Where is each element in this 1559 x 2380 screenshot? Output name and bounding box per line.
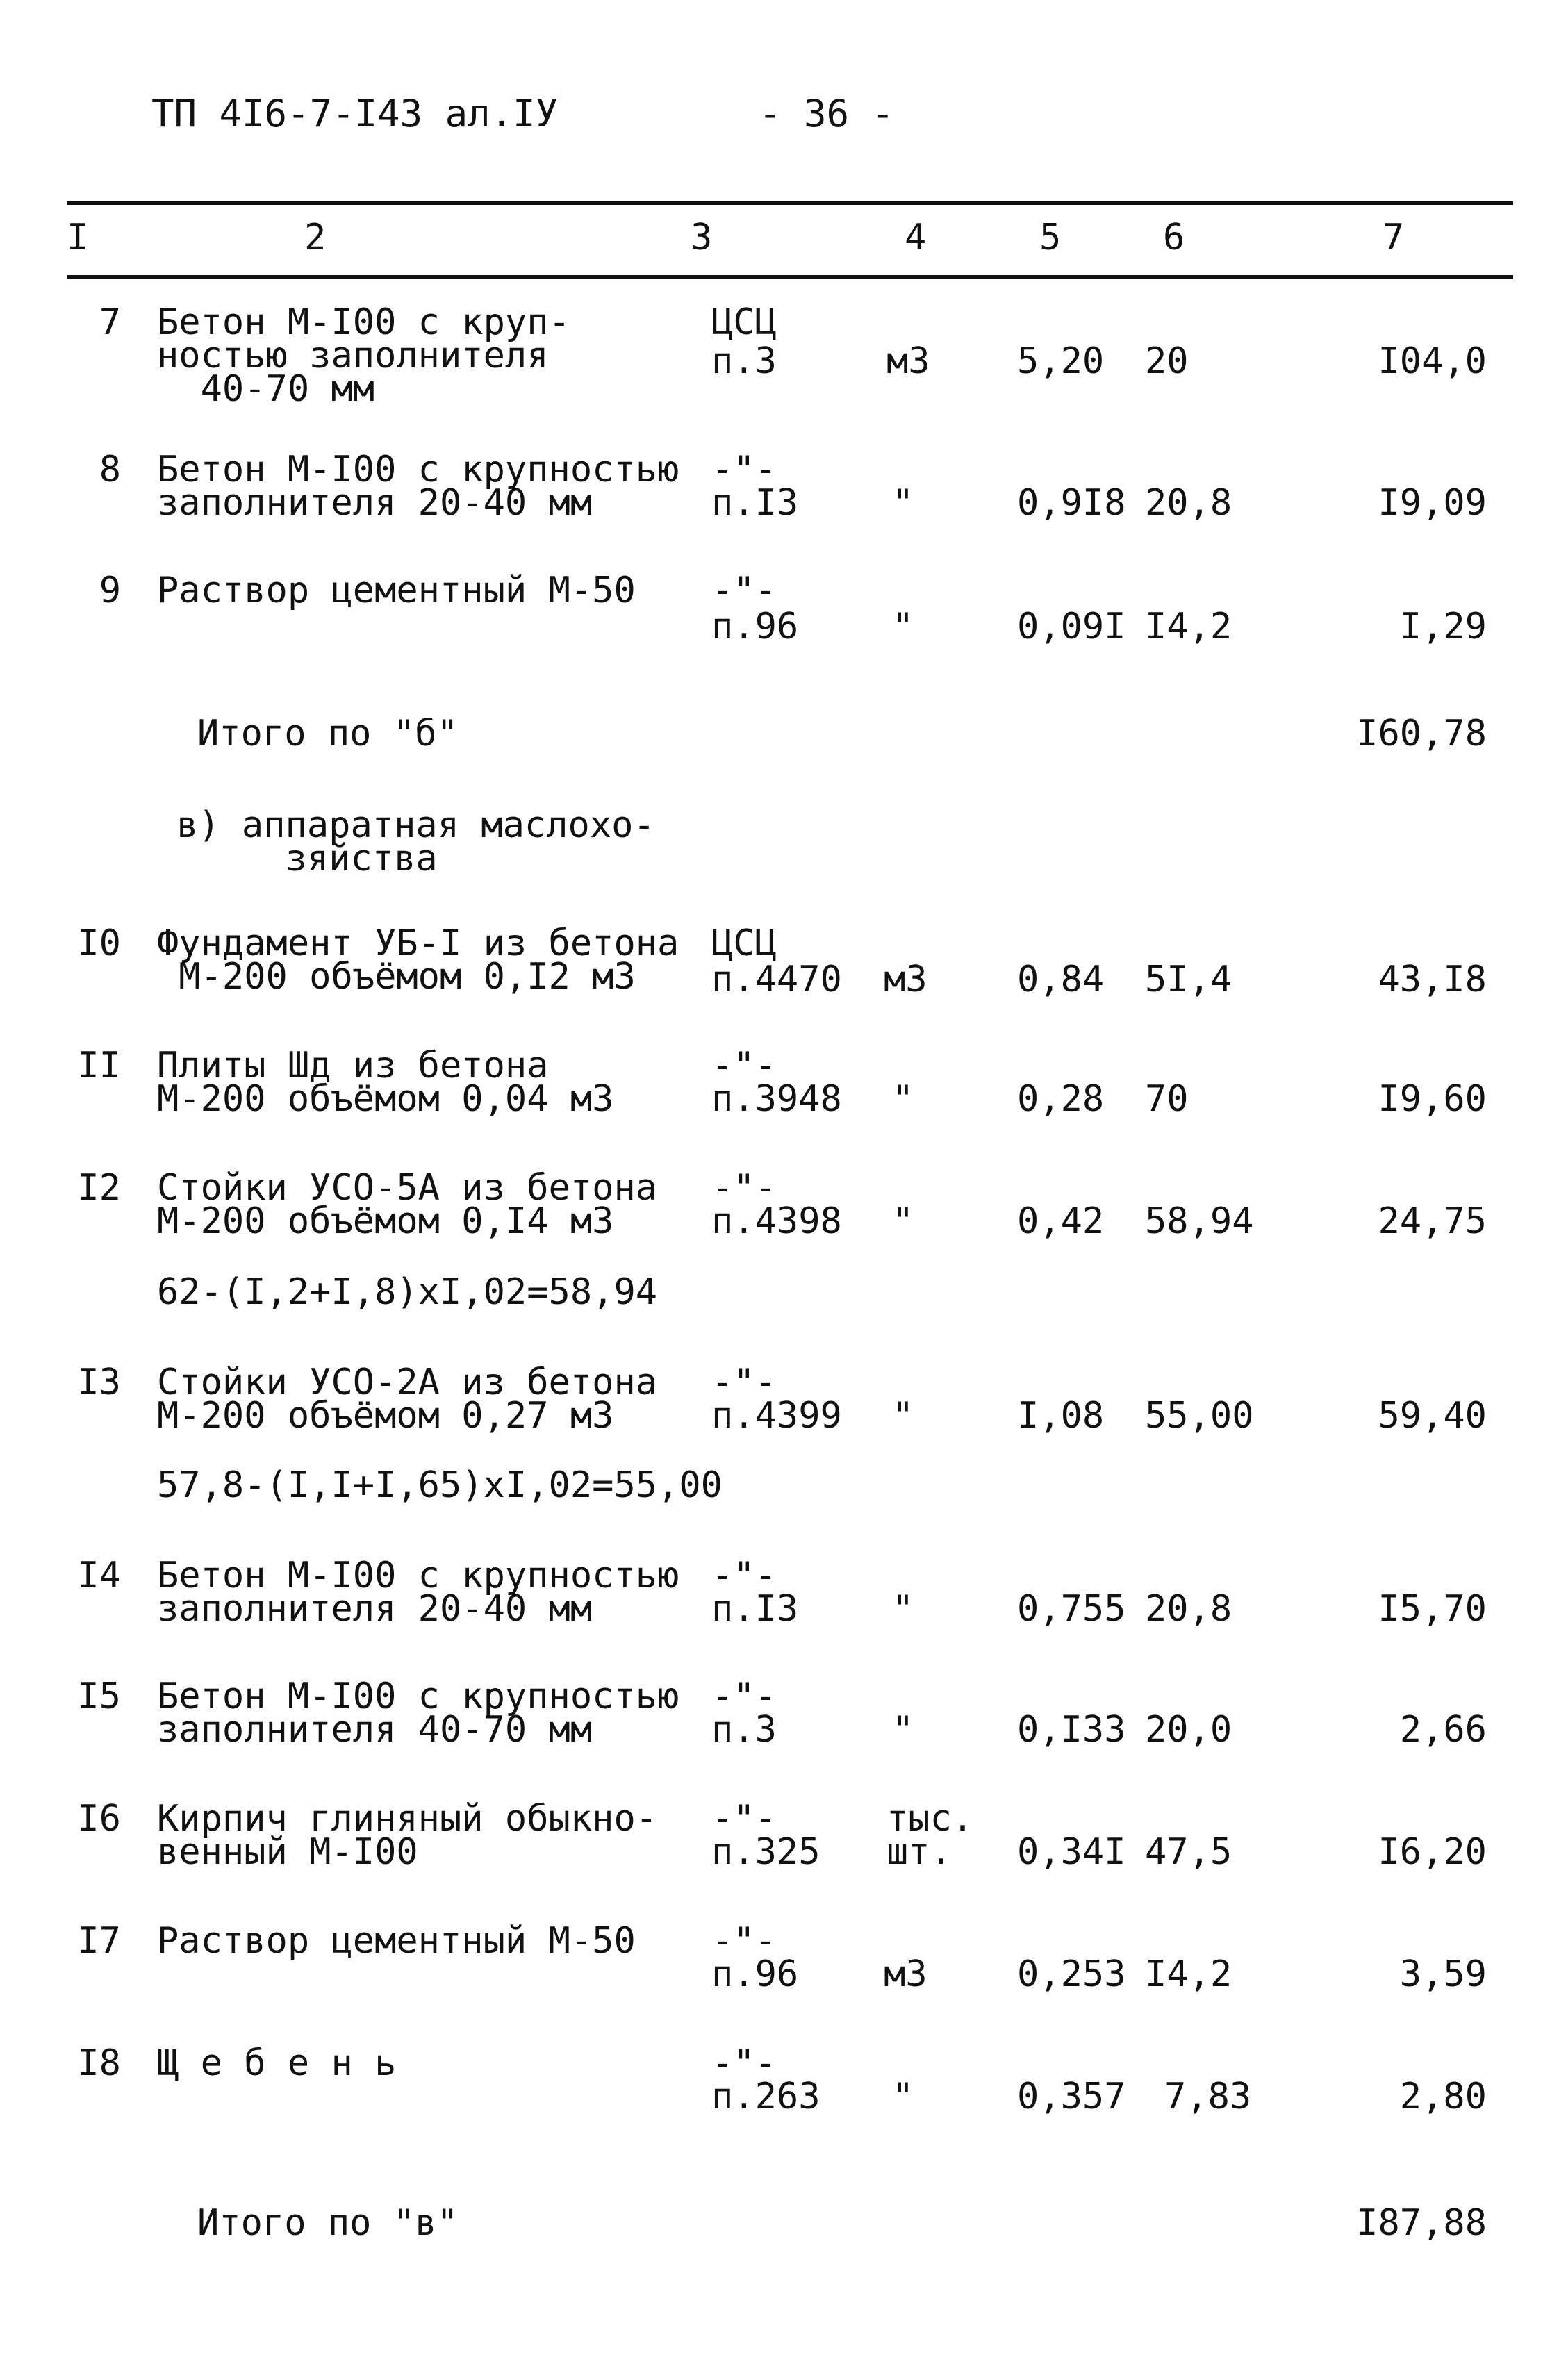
unit: м3 — [884, 959, 927, 1000]
unit: тыс. — [886, 1798, 974, 1840]
price-reference: -"- — [711, 1045, 777, 1086]
quantity: 0,09I — [1017, 606, 1126, 647]
price-reference: п.263 — [711, 2076, 820, 2117]
item-name: Кирпич глиняный обыкно- — [157, 1798, 658, 1840]
unit: " — [892, 1395, 914, 1437]
unit: " — [892, 606, 914, 647]
row-number: 7 — [99, 301, 121, 343]
row-number: I5 — [77, 1676, 121, 1717]
line-total: 59,40 — [1378, 1395, 1487, 1437]
price-reference: п.I3 — [711, 482, 799, 524]
unit: " — [892, 1709, 914, 1751]
column-header: 2 — [304, 217, 327, 258]
item-name: заполнителя 20-40 мм — [157, 482, 593, 524]
line-total: 2,66 — [1399, 1709, 1487, 1751]
column-header: 7 — [1383, 217, 1405, 258]
unit-price: 55,00 — [1145, 1395, 1254, 1437]
row-number: I2 — [77, 1167, 121, 1209]
row-number: I6 — [77, 1798, 121, 1840]
line-total: 2,80 — [1399, 2076, 1487, 2117]
item-name: М-200 объёмом 0,I2 м3 — [157, 956, 636, 998]
section-heading: в) аппаратная маслохо- — [176, 804, 655, 846]
item-name: заполнителя 40-70 мм — [157, 1709, 593, 1751]
item-name: Раствор цементный М-50 — [157, 570, 636, 611]
unit-price: 20,0 — [1145, 1709, 1232, 1751]
section-heading: зяйства — [176, 838, 438, 879]
price-reference: п.4398 — [711, 1200, 842, 1242]
quantity: 0,755 — [1017, 1588, 1126, 1630]
unit-price: 7,83 — [1164, 2076, 1252, 2117]
price-reference: п.3948 — [711, 1078, 842, 1120]
line-total: I5,70 — [1378, 1588, 1487, 1630]
unit-price: 5I,4 — [1145, 959, 1232, 1000]
quantity: 0,9I8 — [1017, 482, 1126, 524]
unit: м3 — [886, 340, 930, 382]
item-name: Бетон М-I00 с крупностью — [157, 1555, 679, 1596]
unit: " — [892, 1078, 914, 1120]
price-reference: п.325 — [711, 1831, 820, 1873]
quantity: 0,I33 — [1017, 1709, 1126, 1751]
table-top-rule — [67, 201, 1513, 205]
price-reference: -"- — [711, 2042, 777, 2084]
price-reference: ЦСЦ — [711, 923, 777, 964]
row-number: I7 — [77, 1920, 121, 1962]
price-reference: п.96 — [711, 606, 799, 647]
line-total: 3,59 — [1399, 1953, 1487, 1995]
unit-price: 47,5 — [1145, 1831, 1232, 1873]
item-name: Стойки УСО-2А из бетона — [157, 1362, 658, 1403]
column-header: 6 — [1163, 217, 1185, 258]
unit-price: 20,8 — [1145, 482, 1232, 524]
row-number: I4 — [77, 1555, 121, 1596]
price-reference: п.4399 — [711, 1395, 842, 1437]
unit-price: I4,2 — [1145, 1953, 1232, 1995]
item-name: Раствор цементный М-50 — [157, 1920, 636, 1962]
line-total: 24,75 — [1378, 1200, 1487, 1242]
unit-price: 20,8 — [1145, 1588, 1232, 1630]
item-name: Бетон М-I00 с крупностью — [157, 1676, 679, 1717]
row-number: II — [77, 1045, 121, 1086]
unit-price: 58,94 — [1145, 1200, 1254, 1242]
item-name: М-200 объёмом 0,I4 м3 — [157, 1200, 614, 1242]
unit: " — [892, 1588, 914, 1630]
price-reference: п.I3 — [711, 1588, 799, 1630]
price-reference: п.3 — [711, 1709, 777, 1751]
line-total: I9,60 — [1378, 1078, 1487, 1120]
document-code: ТП 4I6-7-I43 ал.IУ — [151, 92, 559, 135]
quantity: 0,253 — [1017, 1953, 1126, 1995]
item-name: 40-70 мм — [157, 368, 375, 410]
item-name: М-200 объёмом 0,27 м3 — [157, 1395, 614, 1437]
item-name: Плиты Шд из бетона — [157, 1045, 549, 1086]
quantity: 5,20 — [1017, 340, 1105, 382]
line-total: I9,09 — [1378, 482, 1487, 524]
price-reference: п.3 — [711, 340, 777, 382]
item-name: ностью заполнителя — [157, 335, 549, 377]
quantity: 0,28 — [1017, 1078, 1105, 1120]
row-number: I3 — [77, 1362, 121, 1403]
column-header: 5 — [1039, 217, 1062, 258]
quantity: 0,34I — [1017, 1831, 1126, 1873]
item-name: Бетон М-I00 с круп- — [157, 301, 570, 343]
line-total: I6,20 — [1378, 1831, 1487, 1873]
price-reference: п.96 — [711, 1953, 799, 1995]
column-header: 3 — [691, 217, 713, 258]
price-reference: -"- — [711, 1676, 777, 1717]
page-number: - 36 - — [759, 92, 895, 135]
unit-price: 20 — [1145, 340, 1189, 382]
price-reference: -"- — [711, 570, 777, 611]
subtotal-label: Итого по "б" — [197, 713, 459, 754]
line-total: I,29 — [1399, 606, 1487, 647]
price-reference: -"- — [711, 1362, 777, 1403]
item-name: М-200 объёмом 0,04 м3 — [157, 1078, 614, 1120]
price-reference: -"- — [711, 449, 777, 490]
price-reference: -"- — [711, 1798, 777, 1840]
row-number: 8 — [99, 449, 121, 490]
column-header: 4 — [905, 217, 927, 258]
column-header: I — [67, 217, 89, 258]
unit: " — [892, 1200, 914, 1242]
item-name: Щ е б е н ь — [157, 2042, 397, 2084]
row-number: I0 — [77, 923, 121, 964]
subtotal-value: I87,88 — [1356, 2202, 1487, 2244]
price-reference: ЦСЦ — [711, 301, 777, 343]
unit-price: I4,2 — [1145, 606, 1232, 647]
unit: м3 — [884, 1953, 927, 1995]
quantity: 0,357 — [1017, 2076, 1126, 2117]
price-reference: -"- — [711, 1555, 777, 1596]
line-total: 43,I8 — [1378, 959, 1487, 1000]
quantity: 0,42 — [1017, 1200, 1105, 1242]
item-name: Фундамент УБ-I из бетона — [157, 923, 679, 964]
line-total: I04,0 — [1378, 340, 1487, 382]
unit-price: 70 — [1145, 1078, 1189, 1120]
unit: " — [892, 482, 914, 524]
subtotal-label: Итого по "в" — [197, 2202, 459, 2244]
item-name: заполнителя 20-40 мм — [157, 1588, 593, 1630]
item-name: венный М-I00 — [157, 1831, 418, 1873]
price-reference: п.4470 — [711, 959, 842, 1000]
table-header-rule — [67, 275, 1513, 279]
price-reference: -"- — [711, 1167, 777, 1209]
price-formula: 62-(I,2+I,8)xI,02=58,94 — [157, 1271, 658, 1313]
row-number: I8 — [77, 2042, 121, 2084]
price-formula: 57,8-(I,I+I,65)xI,02=55,00 — [157, 1464, 723, 1506]
quantity: I,08 — [1017, 1395, 1105, 1437]
unit: " — [892, 2076, 914, 2117]
item-name: Бетон М-I00 с крупностью — [157, 449, 679, 490]
quantity: 0,84 — [1017, 959, 1105, 1000]
subtotal-value: I60,78 — [1356, 713, 1487, 754]
row-number: 9 — [99, 570, 121, 611]
price-reference: -"- — [711, 1920, 777, 1962]
item-name: Стойки УСО-5А из бетона — [157, 1167, 658, 1209]
unit: шт. — [886, 1831, 952, 1873]
